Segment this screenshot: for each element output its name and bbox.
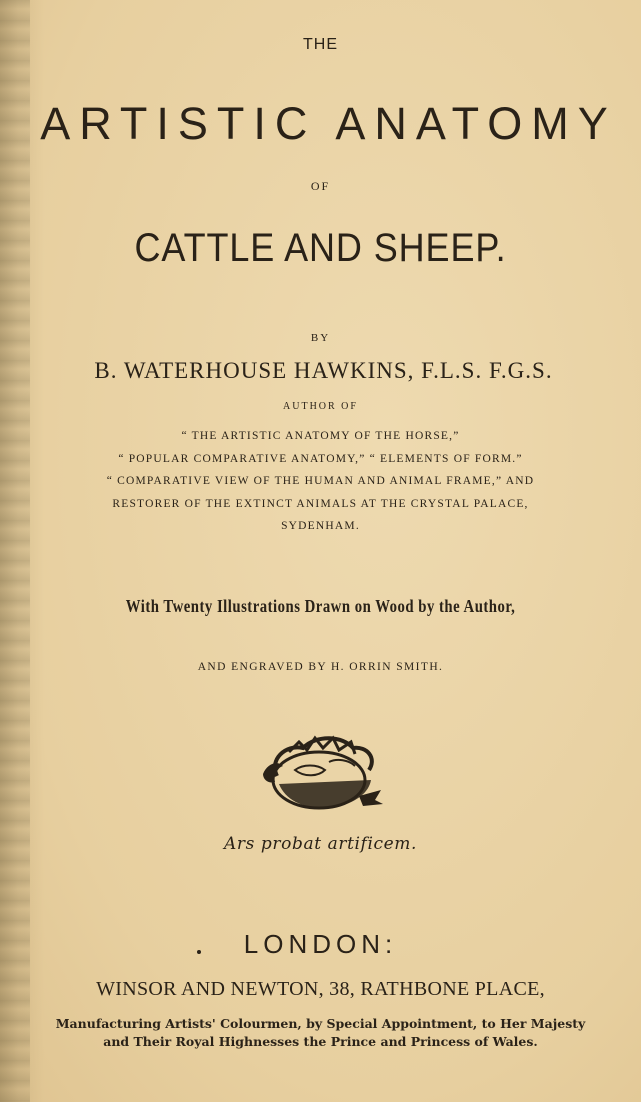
previous-work-line: “ POPULAR COMPARATIVE ANATOMY,” “ ELEMENTS OF FORM.” [118, 452, 523, 465]
previous-work-line: SYDENHAM. [281, 520, 360, 532]
book-title: ARTISTIC ANATOMY [40, 98, 617, 149]
engraver-note: AND ENGRAVED BY H. ORRIN SMITH. [197, 661, 444, 673]
appointment-line: Manufacturing Artists' Colourmen, by Special Appointment, to Her Majesty [55, 1016, 586, 1031]
motto: Ars probat artificem. [224, 834, 417, 854]
illustrations-note: With Twenty Illustrations Drawn on Wood by the Author, [125, 596, 516, 616]
place-of-publication: LONDON: [243, 929, 398, 959]
title-article: THE [303, 36, 338, 53]
previous-works [0, 425, 641, 538]
publisher-appointment [0, 1015, 641, 1051]
previous-work-line: “ THE ARTISTIC ANATOMY OF THE HORSE,” [181, 430, 460, 442]
printers-device-icon [259, 730, 385, 818]
by-line: BY [310, 332, 331, 344]
previous-work-line: “ COMPARATIVE VIEW OF THE HUMAN AND ANIMAL FRAME,” AND [106, 475, 535, 487]
author-name: B. WATERHOUSE HAWKINS, F.L.S. F.G.S. [94, 358, 553, 383]
author-of-label: AUTHOR OF [283, 401, 358, 412]
book-subject: CATTLE AND SHEEP. [134, 226, 507, 270]
appointment-line: and Their Royal Highnesses the Prince and Princess of Wales. [103, 1034, 538, 1049]
previous-work-line: RESTORER OF THE EXTINCT ANIMALS AT THE CRYSTAL PALACE, [112, 497, 529, 510]
title-of: OF [310, 179, 331, 193]
publisher-imprint: WINSOR AND NEWTON, 38, RATHBONE PLACE, [96, 978, 545, 1000]
